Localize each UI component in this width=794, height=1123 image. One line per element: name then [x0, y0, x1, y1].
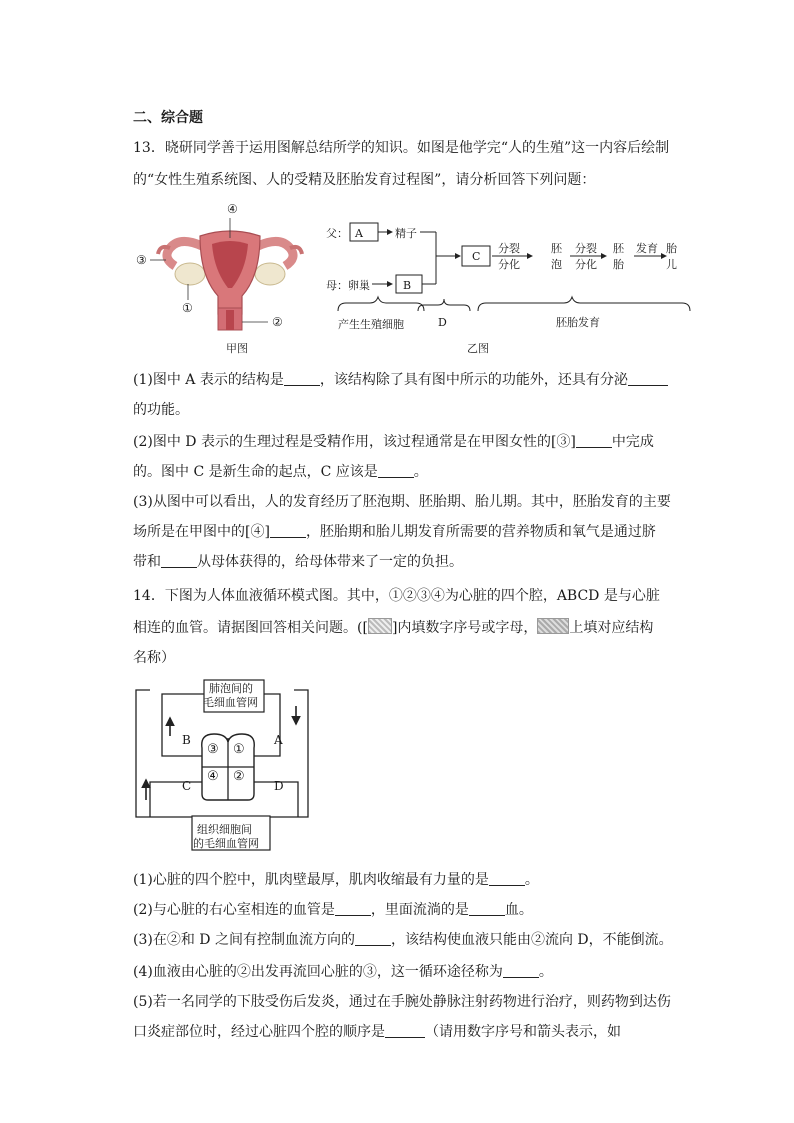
answer-blank[interactable]: [270, 523, 306, 538]
label-1: ①: [182, 301, 193, 315]
box-a-label: A: [355, 227, 363, 240]
q13-p3-line1: (3)从图中可以看出，人的发育经历了胚泡期、胚胎期、胎儿期。其中，胚胎发育的主要: [133, 494, 671, 510]
q14-p5-line1: (5)若一名同学的下肢受伤后发炎，通过在手腕处静脉注射药物进行治疗，则药物到达伤: [133, 994, 671, 1010]
answer-blank[interactable]: [503, 963, 539, 978]
box-c-label: C: [472, 250, 481, 263]
blank-fill-icon: [537, 618, 569, 634]
q14-intro-line1: 14．下图为人体血液循环模式图。其中，①②③④为心脏的四个腔，ABCD 是与心脏: [133, 588, 660, 604]
answer-blank[interactable]: [161, 553, 197, 568]
q13-p1-line2: 的功能。: [133, 402, 189, 418]
q14-intro-line2: 相连的血管。请据图回答相关问题。([ ]内填数字序号或字母， 上填对应结构: [133, 620, 654, 636]
q13-p2-line1: (2)图中 D 表示的生理过程是受精作用，该过程通常是在甲图女性的[③] 中完成: [133, 434, 654, 450]
fetus-1: 胎: [666, 242, 677, 255]
vessel-c: C: [182, 779, 192, 793]
develop-label: 发育: [636, 242, 658, 255]
label-2: ②: [272, 315, 283, 329]
answer-blank[interactable]: [385, 1023, 425, 1038]
q14-p5-line2: 口炎症部位时，经过心脏四个腔的顺序是 （请用数字序号和箭头表示，如: [133, 1024, 621, 1040]
embryo-2: 胎: [613, 258, 624, 271]
fetus-2: 儿: [666, 258, 677, 271]
q14-p4: (4)血液由心脏的②出发再流回心脏的③，这一循环途径称为 。: [133, 964, 553, 980]
q13-intro-line1: 13．晓研同学善于运用图解总结所学的知识。如图是他学完“人的生殖”这一内容后绘制: [133, 140, 670, 156]
q13-p3-line3: 带和 从母体获得的，给母体带来了一定的负担。: [133, 554, 463, 570]
blastocyst-1: 胚: [551, 242, 562, 255]
answer-blank[interactable]: [378, 463, 414, 478]
brace-label-germ-cells: 产生生殖细胞: [338, 318, 404, 331]
q13-intro-line2: 的“女性生殖系统图、人的受精及胚胎发育过程图”，请分析回答下列问题：: [133, 172, 596, 188]
chamber-3: ③: [207, 742, 219, 757]
vessel-b: B: [182, 733, 191, 747]
vessel-d: D: [274, 779, 284, 793]
right-ovary: [255, 263, 285, 285]
section-title: 二、综合题: [133, 110, 203, 126]
q14-intro-line3: 名称）: [133, 650, 175, 666]
answer-blank[interactable]: [284, 371, 320, 386]
figure-jia-caption: 甲图: [226, 342, 248, 355]
q14-p2: (2)与心脏的右心室相连的血管是 ，里面流淌的是 血。: [133, 902, 533, 918]
q13-p3-line2: 场所是在甲图中的[④] ，胚胎期和胎儿期发育所需要的营养物质和氧气是通过脐: [133, 524, 656, 540]
answer-blank[interactable]: [576, 433, 612, 448]
label-3: ③: [136, 253, 147, 267]
father-label: 父：: [326, 227, 348, 240]
chamber-2: ②: [233, 769, 245, 784]
answer-blank[interactable]: [355, 931, 391, 946]
answer-blank[interactable]: [628, 371, 668, 386]
female-reproductive-system-figure: [130, 196, 330, 360]
embryo-1: 胚: [613, 242, 624, 255]
label-4: ④: [227, 202, 238, 216]
pulmonary-box-line1: 肺泡间的: [209, 682, 253, 695]
answer-blank[interactable]: [489, 871, 525, 886]
vessel-a: A: [274, 733, 283, 747]
sperm-label: 精子: [395, 227, 417, 240]
split2-top: 分裂: [575, 242, 597, 255]
q13-p2-line2: 的。图中 C 是新生命的起点，C 应该是 。: [133, 464, 428, 480]
box-b-label: B: [403, 279, 412, 292]
chamber-4: ④: [207, 769, 219, 784]
left-ovary: [175, 263, 205, 285]
fertilization-flow-figure: [320, 215, 700, 335]
split2-bottom: 分化: [575, 258, 597, 271]
answer-blank[interactable]: [469, 901, 505, 916]
pulmonary-box-line2: 毛细血管网: [203, 696, 258, 709]
q13-p1-line1: (1)图中 A 表示的结构是 ，该结构除了具有图中所示的功能外，还具有分泌: [133, 370, 668, 390]
tissue-box-line2: 的毛细血管网: [193, 837, 259, 850]
q14-p1: (1)心脏的四个腔中，肌肉壁最厚，肌肉收缩最有力量的是 。: [133, 872, 539, 888]
brace-label-d: D: [438, 316, 447, 329]
brace-label-embryo-development: 胚胎发育: [556, 316, 600, 329]
q14-p3: (3)在②和 D 之间有控制血流方向的 ，该结构使血液只能由②流向 D，不能倒流。: [133, 932, 673, 948]
mother-label: 母：卵巢: [326, 279, 370, 292]
blastocyst-2: 泡: [551, 258, 562, 271]
answer-blank[interactable]: [335, 901, 371, 916]
split1-top: 分裂: [498, 242, 520, 255]
chamber-1: ①: [233, 742, 245, 757]
bracket-fill-icon: [368, 618, 392, 634]
figure-yi-caption: 乙图: [467, 342, 489, 355]
split1-bottom: 分化: [498, 258, 520, 271]
tissue-box-line1: 组织细胞间: [197, 823, 252, 836]
